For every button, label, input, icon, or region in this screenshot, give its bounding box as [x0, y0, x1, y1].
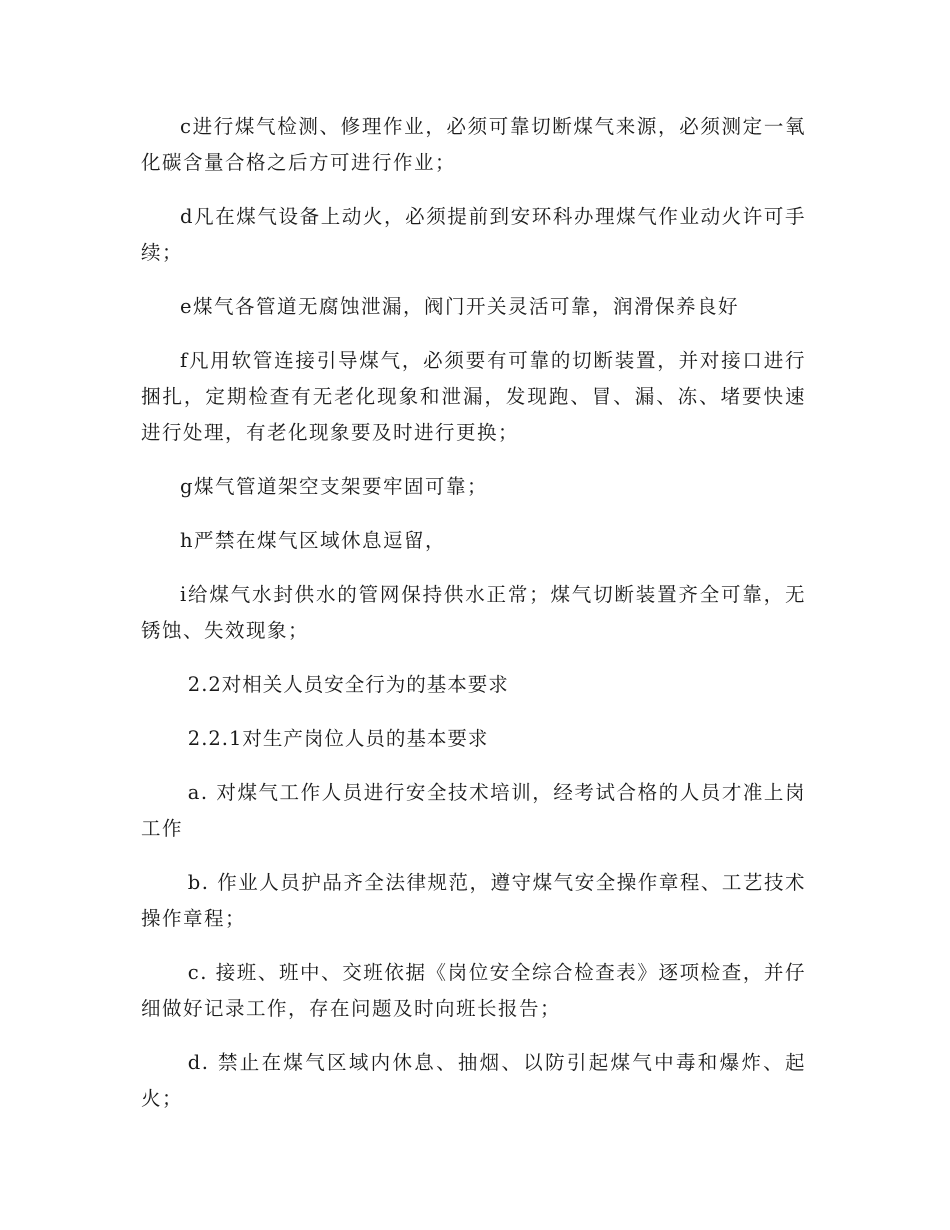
paragraph-b-protective-gear: b. 作业人员护品齐全法律规范，遵守煤气安全操作章程、工艺技术操作章程；: [141, 871, 806, 930]
paragraph-d-hot-work-permit: d凡在煤气设备上动火，必须提前到安环科办理煤气作业动火许可手续；: [141, 205, 806, 264]
document-body: [141, 109, 806, 1135]
paragraph-c-shift-inspection: c. 接班、班中、交班依据《岗位安全综合检查表》逐项检查，并仔细做好记录工作，存在问题及时向班长报告；: [141, 961, 806, 1020]
paragraph-g-pipe-support: g煤气管道架空支架要牢固可靠；: [180, 475, 488, 498]
paragraph-f-hose-connection: f凡用软管连接引导煤气，必须要有可靠的切断装置，并对接口进行捆扎，定期检查有无老化现象和泄漏，发现跑、冒、漏、冻、堵要快速进行处理，有老化现象要及时进行更换；: [141, 349, 806, 444]
paragraph-i-water-seal: i给煤气水封供水的管网保持供水正常；煤气切断装置齐全可靠，无锈蚀、失效现象；: [141, 583, 806, 642]
section-heading-2-2-1: 2.2.1对生产岗位人员的基本要求: [187, 727, 489, 750]
section-heading-2-2: 2.2对相关人员安全行为的基本要求: [187, 673, 509, 696]
paragraph-h-no-loitering: h严禁在煤气区域休息逗留，: [180, 529, 447, 552]
paragraph-d-no-smoking: d. 禁止在煤气区域内休息、抽烟、以防引起煤气中毒和爆炸、起火；: [141, 1051, 806, 1110]
paragraph-e-pipeline-condition: e煤气各管道无腐蚀泄漏，阀门开关灵活可靠，润滑保养良好: [180, 295, 740, 318]
paragraph-c-gas-testing: c进行煤气检测、修理作业，必须可靠切断煤气来源，必须测定一氧化碳含量合格之后方可进行作业；: [141, 115, 806, 174]
paragraph-a-training: a. 对煤气工作人员进行安全技术培训，经考试合格的人员才准上岗工作: [141, 781, 806, 840]
